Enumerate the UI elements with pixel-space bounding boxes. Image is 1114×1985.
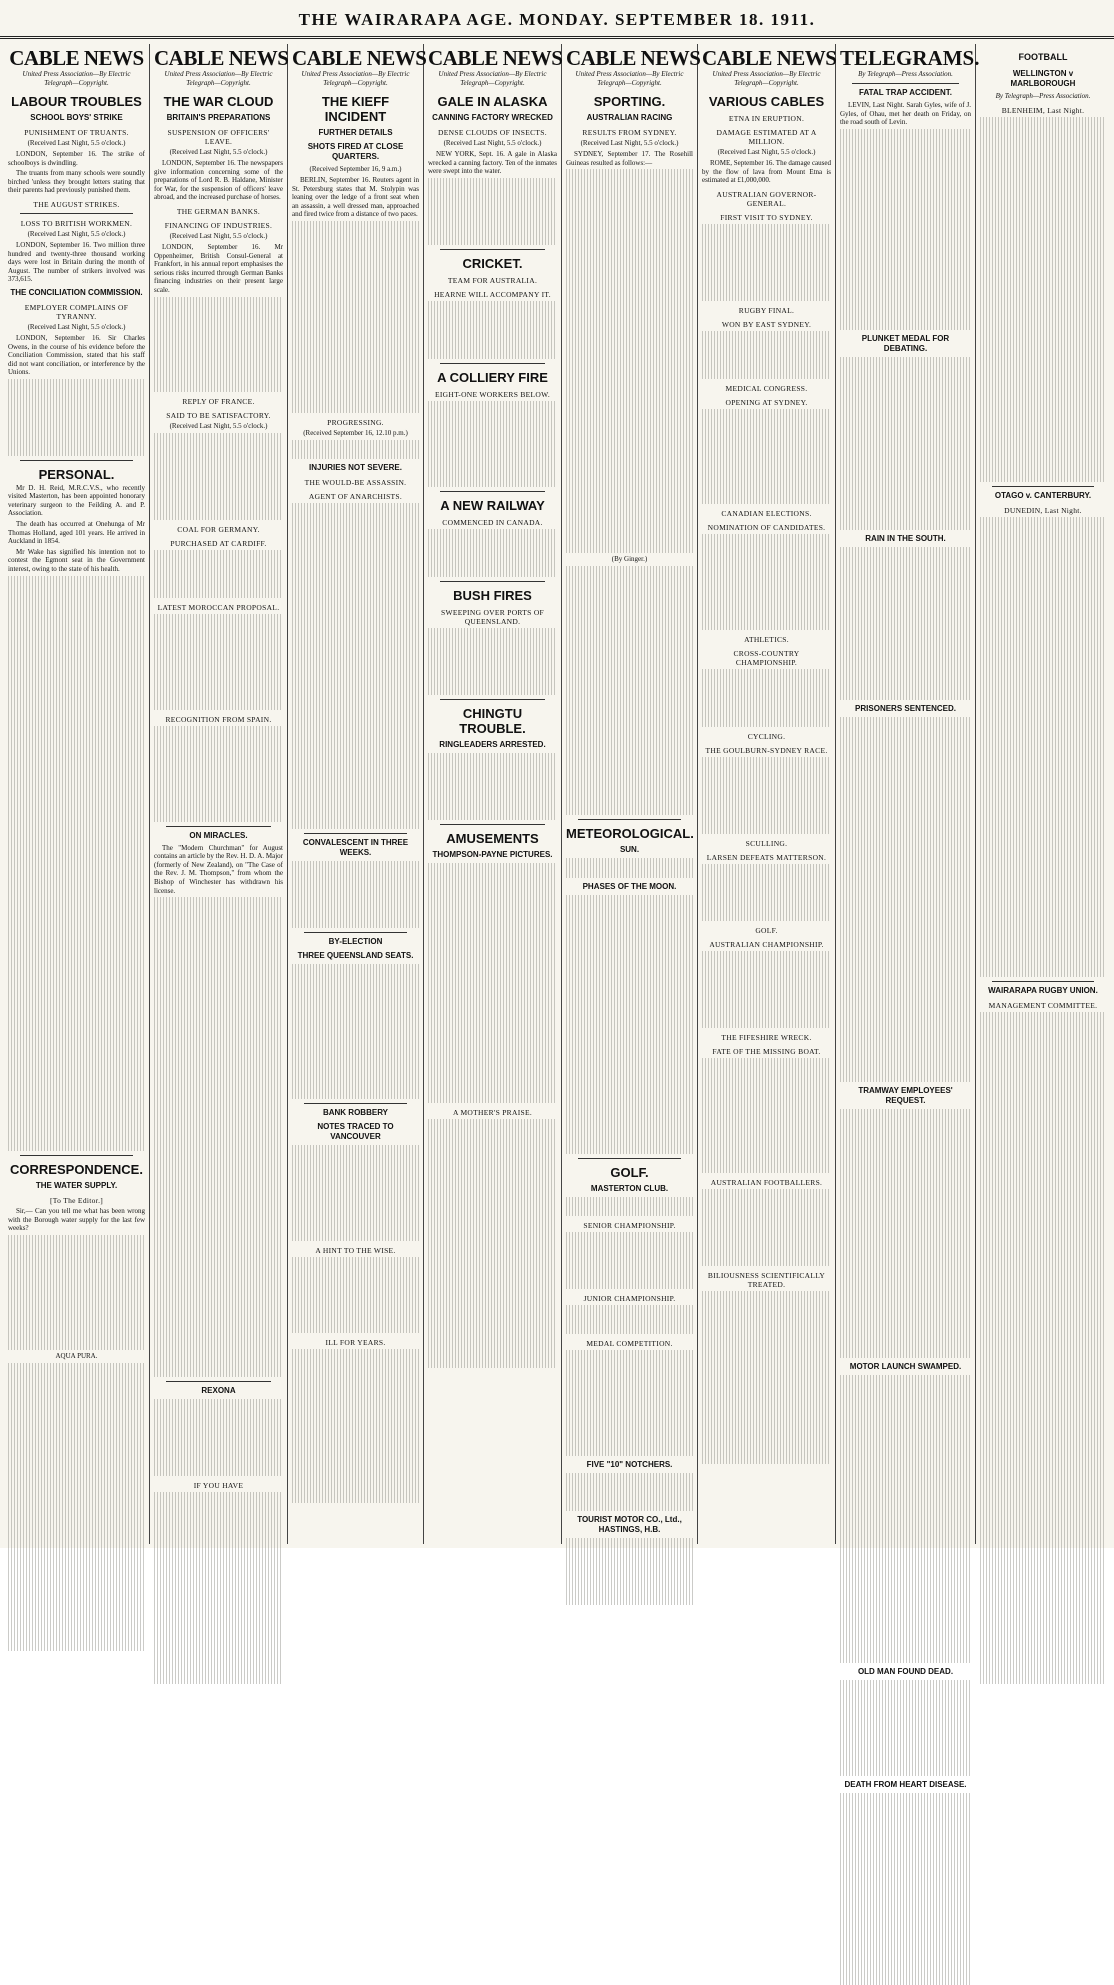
subheading: AGENT OF ANARCHISTS. [308,492,403,502]
subheading: MANAGEMENT COMMITTEE. [988,1001,1098,1011]
column-heading: CABLE NEWS [428,46,563,70]
divider [992,981,1094,982]
subheading: EIGHT-ONE WORKERS BELOW. [434,389,551,399]
text-filler [292,221,419,413]
headline: LABOUR TROUBLES [11,94,142,109]
text-filler [840,717,971,1082]
subheadline: NOTES TRACED TO VANCOUVER [317,1121,394,1141]
divider [440,824,545,825]
text-filler [154,1399,283,1476]
received-line: (Received Last Night, 5.5 o'clock.) [443,139,542,147]
subheading: LARSEN DEFEATS MATTERSON. [706,852,827,862]
subheadline: DEATH FROM HEART DISEASE. [844,1780,967,1790]
divider [304,932,407,933]
text-filler [8,1235,145,1350]
text-filler [702,534,831,630]
subheading: DAMAGE ESTIMATED AT A MILLION. [716,128,817,146]
article-paragraph: Sir,— Can you tell me what has been wrong with the Borough water supply for the last few weeks? [8,1207,145,1233]
text-filler [154,433,283,519]
article-paragraph: SYDNEY, September 17. The Rosehill Guineas resulted as follows:— [566,150,693,167]
credit-line: By Telegraph—Press Association. [995,92,1091,100]
text-filler [428,1119,557,1368]
divider [20,213,133,214]
text-filler [428,401,557,487]
subheading: REPLY OF FRANCE. [182,397,255,407]
text-filler [980,117,1106,482]
subheading: SWEEPING OVER PORTS OF QUEENSLAND. [440,607,545,626]
subheading: THE AUGUST STRIKES. [33,199,120,209]
subheading: BILIOUSNESS SCIENTIFICALLY TREATED. [707,1270,826,1289]
subheading: RECOGNITION FROM SPAIN. [165,714,272,724]
column-heading: CABLE NEWS [154,46,289,70]
divider [440,491,545,492]
divider [440,249,545,250]
byline: (By Ginger.) [611,554,648,563]
text-filler [566,566,693,815]
headline: CORRESPONDENCE. [10,1162,143,1178]
text-filler [702,951,831,1028]
subheading: FINANCING OF INDUSTRIES. [164,220,273,230]
column-5 [562,44,701,1544]
headline: THE KIEFF INCIDENT [321,94,390,124]
text-filler [566,1197,693,1216]
subheadline: THOMPSON-PAYNE PICTURES. [432,850,553,860]
subheading: CANADIAN ELECTIONS. [721,509,812,519]
headline: GOLF. [610,1164,649,1180]
divider [304,1103,407,1104]
received-line: (Received Last Night, 5.5 o'clock.) [169,148,268,156]
credit-line: United Press Association—By Electric Telegraph—Copyright. [301,70,410,87]
subheading: RESULTS FROM SYDNEY. [582,128,677,137]
text-filler [428,529,557,577]
text-filler [154,614,283,710]
text-filler [428,628,557,695]
received-line: (Received Last Night, 5.5 o'clock.) [27,139,126,147]
article-paragraph: Mr Wake has signified his intention not to contest the Egmont seat in the Government interest, owing to the state of his health. [8,547,145,573]
text-filler [840,547,971,701]
subheading: A HINT TO THE WISE. [315,1245,396,1255]
headline: GALE IN ALASKA [437,94,548,109]
subheadline: RINGLEADERS ARRESTED. [439,739,546,749]
subheading: EMPLOYER COMPLAINS OF TYRANNY. [24,302,129,321]
column-heading: CABLE NEWS [9,46,144,70]
article-paragraph: The death has occurred at Onehunga of Mr Thomas Holland, aged 101 years. He arrived in Auckland in 1854. [8,520,145,546]
text-filler [702,864,831,922]
subheading: PURCHASED AT CARDIFF. [170,538,267,548]
subheadline: PRISONERS SENTENCED. [855,704,956,714]
divider [440,363,545,364]
received-line: (Received Last Night, 5.5 o'clock.) [169,231,268,240]
text-filler [566,1538,693,1605]
subheading: CROSS-COUNTRY CHAMPIONSHIP. [733,649,800,668]
text-filler [566,1305,693,1334]
divider [852,83,959,84]
subheading: IF YOU HAVE [193,1480,244,1490]
headline: METEOROLOGICAL. [566,826,694,842]
subheading: THE GERMAN BANKS. [176,206,261,216]
text-filler [154,297,283,393]
subheadline: RAIN IN THE SOUTH. [865,533,946,543]
headline: CHINGTU TROUBLE. [459,705,526,736]
subheading: WON BY EAST SYDNEY. [721,319,812,329]
subheadline: TRAMWAY EMPLOYEES' REQUEST. [858,1086,953,1105]
subheadline: WAIRARAPA RUGBY UNION. [988,986,1098,996]
article-paragraph: LONDON, September 16. The strike of schoolboys is dwindling. [8,150,145,167]
text-filler [428,863,557,1103]
text-filler [292,1257,419,1334]
subheadline: SCHOOL BOYS' STRIKE [30,113,123,122]
subheadline: CONVALESCENT IN THREE WEEKS. [302,838,409,858]
subheading: TEAM FOR AUSTRALIA. [447,275,538,285]
column-4 [424,44,562,1544]
headline: PERSONAL. [38,466,115,482]
text-filler [154,897,283,1377]
subheading: PUNISHMENT OF TRUANTS. [24,128,129,137]
subheadline: FATAL TRAP ACCIDENT. [859,88,952,97]
subheading: LOSS TO BRITISH WORKMEN. [20,218,133,228]
text-filler [702,331,831,379]
column-heading: CABLE NEWS [702,46,837,70]
subheading: DUNEDIN, Last Night. [1004,505,1082,515]
divider [440,581,545,582]
text-filler [8,379,145,456]
text-filler [8,576,145,1152]
subheading: COMMENCED IN CANADA. [442,517,543,527]
subheading: MEDAL COMPETITION. [586,1339,673,1349]
text-filler [980,517,1106,978]
column-8 [976,44,1110,1544]
divider [166,826,271,827]
subheadline: SHOTS FIRED AT CLOSE QUARTERS. [307,142,404,161]
text-filler [566,895,693,1154]
column-7 [836,44,980,1790]
text-filler [702,1189,831,1266]
credit-line: United Press Association—By Electric Telegraph—Copyright. [438,70,547,87]
subheading: COAL FOR GERMANY. [177,524,260,534]
subheadline: MASTERTON CLUB. [590,1183,669,1193]
article-paragraph: NEW YORK, Sept. 16. A gale in Alaska wrecked a canning factory. Ten of the inmates were swept into the water. [428,150,557,176]
text-filler [702,757,831,834]
subheadline: INJURIES NOT SEVERE. [309,463,402,473]
subheading: ATHLETICS. [744,635,789,645]
subheading: FIRST VISIT TO SYDNEY. [720,212,813,222]
text-filler [702,669,831,727]
text-filler [292,1349,419,1503]
subheadline: ON MIRACLES. [189,830,248,840]
letter-signature: AQUA PURA. [55,1352,98,1361]
headline: CRICKET. [462,255,523,271]
subheadline: SUN. [619,845,640,855]
subheadline: BRITAIN'S PREPARATIONS [166,113,271,122]
text-filler [154,550,283,598]
article-paragraph: ROME, September 16. The damage caused by the flow of lava from Mount Etna is estimated at £1,000,000. [702,159,831,185]
received-line: (Received Last Night, 5.5 o'clock.) [169,422,268,431]
divider [440,699,545,700]
text-filler [428,178,557,245]
article-paragraph: Mr D. H. Reid, M.R.C.V.S., who recently visited Masterton, has been appointed honorary veterinary surgeon to the Feilding A. and P. Association. [8,483,145,518]
text-filler [840,1793,971,1985]
subheading: CYCLING. [747,731,786,741]
subheading: RUGBY FINAL. [738,305,795,315]
text-filler [292,964,419,1098]
subheading: MEDICAL CONGRESS. [725,383,808,393]
text-filler [702,224,831,301]
column-heading: CABLE NEWS [292,46,427,70]
text-filler [566,1232,693,1290]
text-filler [154,726,283,822]
subheading: HEARNE WILL ACCOMPANY IT. [434,289,551,299]
text-filler [428,301,557,359]
text-filler [292,440,419,459]
subheadline: THE WATER SUPPLY. [35,1181,118,1191]
text-filler [566,1473,693,1511]
article-paragraph: LONDON, September 16. Mr Oppenheimer, British Consul-General at Frankfort, in his annual report emphasises the serious risks incurred through German Banks financing industries on their present large scale. [154,242,283,294]
column-3 [288,44,427,1544]
subheading: OPENING AT SYDNEY. [725,397,808,407]
text-filler [840,129,971,330]
divider [20,460,133,461]
masthead-title: THE WAIRARAPA AGE. MONDAY. SEPTEMBER 18. 1911. [298,10,816,29]
text-filler [292,1145,419,1241]
text-filler [566,169,693,553]
text-filler [840,1109,971,1358]
subheading: AUSTRALIAN GOVERNOR-GENERAL. [716,189,817,208]
subheading: SAID TO BE SATISFACTORY. [166,411,271,421]
credit-line: By Telegraph—Press Association. [858,70,953,78]
credit-line: United Press Association—By Electric Telegraph—Copyright. [22,70,131,87]
subheading: LATEST MOROCCAN PROPOSAL. [157,602,280,612]
column-heading: TELEGRAMS. [840,46,980,70]
subheading: THE WOULD-BE ASSASSIN. [304,478,407,488]
text-filler [980,1012,1106,1684]
subheading: NOMINATION OF CANDIDATES. [707,523,826,533]
headline: FOOTBALL [1018,52,1068,62]
subheadline: CANNING FACTORY WRECKED [432,113,553,122]
article-paragraph: LONDON, September 16. The newspapers give information concerning some of the preparations of Lord R. B. Haldane, Minister for War, for the suspension of officers' leave abroad, and the increased purchase of horses. [154,159,283,202]
article-paragraph: LEVIN, Last Night. Sarah Gyles, wife of J. Gyles, of Ohau, met her death on Friday, on the road south of Levin. [840,101,971,127]
subheadline: OTAGO v. CANTERBURY. [994,490,1092,500]
headline: A COLLIERY FIRE [437,369,548,385]
article-paragraph: The "Modern Churchman" for August contains an article by the Rev. H. D. A. Major (formerly of New Zealand), on "The Case of the Rev. J. M. Thompson," from whom the Bishop of Winchester has withdrawn his license. [154,843,283,895]
subheading: AUSTRALIAN CHAMPIONSHIP. [709,940,824,950]
column-2 [150,44,288,1544]
subheadline: FIVE "10" NOTCHERS. [586,1459,673,1469]
text-filler [428,753,557,820]
subheadline: PHASES OF THE MOON. [582,881,677,891]
text-filler [292,861,419,928]
subheadline: PLUNKET MEDAL FOR DEBATING. [861,334,950,354]
text-filler [840,357,971,530]
subheading: AUSTRALIAN FOOTBALLERS. [710,1178,823,1188]
text-filler [702,409,831,505]
text-filler [702,1291,831,1464]
received-line: (Received Last Night, 5.5 o'clock.) [27,229,126,238]
subheading: THE FIFESHIRE WRECK. [721,1033,812,1042]
headline: THE WAR CLOUD [163,94,274,109]
received-line: (Received Last Night, 5.5 o'clock.) [580,139,679,147]
credit-line: United Press Association—By Electric Telegraph—Copyright. [164,70,273,87]
text-filler [702,1058,831,1173]
subheadline: THREE QUEENSLAND SEATS. [297,951,414,961]
divider [992,486,1094,487]
subheading: FATE OF THE MISSING BOAT. [712,1047,821,1056]
text-filler [566,858,693,877]
subheading: A MOTHER'S PRAISE. [452,1107,533,1117]
column-1 [4,44,150,1544]
text-filler [154,1492,283,1684]
subheadline: WELLINGTON v MARLBOROUGH [1010,69,1076,88]
headline: AMUSEMENTS [446,831,539,847]
subheading: THE GOULBURN-SYDNEY RACE. [705,745,828,755]
article-paragraph: BERLIN, September 16. Reuters agent in St. Petersburg states that M. Stolypin was leaning over the ledge of a front seat when an assassin, a well dressed man, approached and fired twice from a distance of two paces. [292,176,419,219]
column-6 [698,44,836,1544]
headline: SPORTING. [593,94,666,109]
text-filler [8,1363,145,1651]
subheadline: THE CONCILIATION COMMISSION. [10,287,143,297]
subheadline: MOTOR LAUNCH SWAMPED. [849,1362,962,1372]
subheading: SUSPENSION OF OFFICERS' LEAVE. [167,128,270,146]
divider [578,819,681,820]
received-line: (Received Last Night, 5.5 o'clock.) [717,148,816,156]
received-line: (Received September 16, 12.10 p.m.) [303,428,408,437]
divider [304,833,407,834]
headline: VARIOUS CABLES [708,94,825,109]
subheading: GOLF. [755,926,778,936]
subheading: ETNA IN ERUPTION. [728,114,805,123]
received-line: (Received September 16, 9 a.m.) [309,165,402,173]
article-paragraph: The truants from many schools were soundly birched 'unless they brought letters stating that their parents had previously punished them. [8,169,145,195]
subheadline: BANK ROBBERY [322,1107,389,1117]
article-paragraph: LONDON, September 16. Sir Charles Owens, in the course of his evidence before the Conciliation Commission, stated that his staff did not want conciliation, or interference by the Unions. [8,333,145,377]
credit-line: United Press Association—By Electric Telegraph—Copyright. [575,70,684,87]
divider [20,1155,133,1156]
subheadline: REXONA [201,1385,236,1395]
masthead [0,8,1114,39]
headline: A NEW RAILWAY [440,497,545,513]
subheadline: BY-ELECTION [328,937,383,947]
received-line: (Received Last Night, 5.5 o'clock.) [27,322,126,331]
subheading: BLENHEIM, Last Night. [1001,106,1085,115]
subheading: ILL FOR YEARS. [325,1338,386,1348]
columns [4,44,1110,1790]
article-paragraph: LONDON, September 16. Two million three hundred and twenty-three thousand working days were lost in Britain during the month of August. The number of strikers involved was 373,615. [8,240,145,284]
subheadline: AUSTRALIAN RACING [586,113,673,122]
credit-line: United Press Association—By Electric Telegraph—Copyright. [712,70,821,87]
subheading: [To The Editor.] [49,1196,104,1206]
subheading: DENSE CLOUDS OF INSECTS. [438,128,547,137]
subheadline: TOURIST MOTOR CO., Ltd., HASTINGS, H.B. [577,1515,682,1535]
subheadline: OLD MAN FOUND DEAD. [857,1667,954,1677]
headline: BUSH FIRES [453,587,532,603]
text-filler [566,1350,693,1456]
column-heading: CABLE NEWS [566,46,701,70]
subheading: SCULLING. [745,838,788,848]
subheading: JUNIOR CHAMPIONSHIP. [583,1294,676,1304]
subheadline: FURTHER DETAILS [318,128,393,137]
subheading: SENIOR CHAMPIONSHIP. [583,1220,676,1230]
divider [578,1158,681,1159]
text-filler [840,1680,971,1776]
subheading: PROGRESSING. [327,417,384,427]
text-filler [840,1375,971,1663]
text-filler [292,503,419,829]
divider [166,1381,271,1382]
